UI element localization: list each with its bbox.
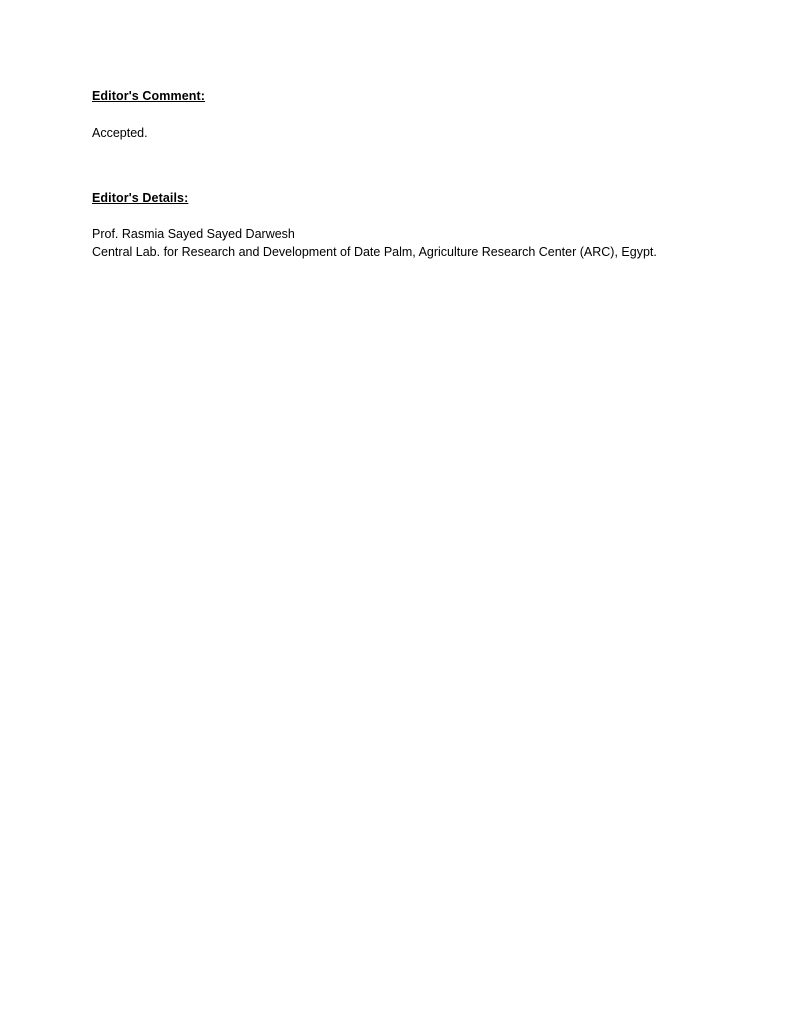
spacer <box>92 142 719 190</box>
editor-comment-section <box>92 88 719 142</box>
spacer <box>92 206 719 226</box>
document-content <box>92 88 719 261</box>
editor-details-section <box>92 190 719 261</box>
editor-affiliation: Central Lab. for Research and Development of Date Palm, Agriculture Research Center (ARC), Egypt. <box>92 245 657 260</box>
spacer <box>92 104 719 125</box>
editor-name: Prof. Rasmia Sayed Sayed Darwesh <box>92 227 295 242</box>
editor-details-heading: Editor's Details: <box>92 191 189 206</box>
editor-comment-heading: Editor's Comment: <box>92 89 206 103</box>
editor-comment-body: Accepted. <box>92 126 148 141</box>
